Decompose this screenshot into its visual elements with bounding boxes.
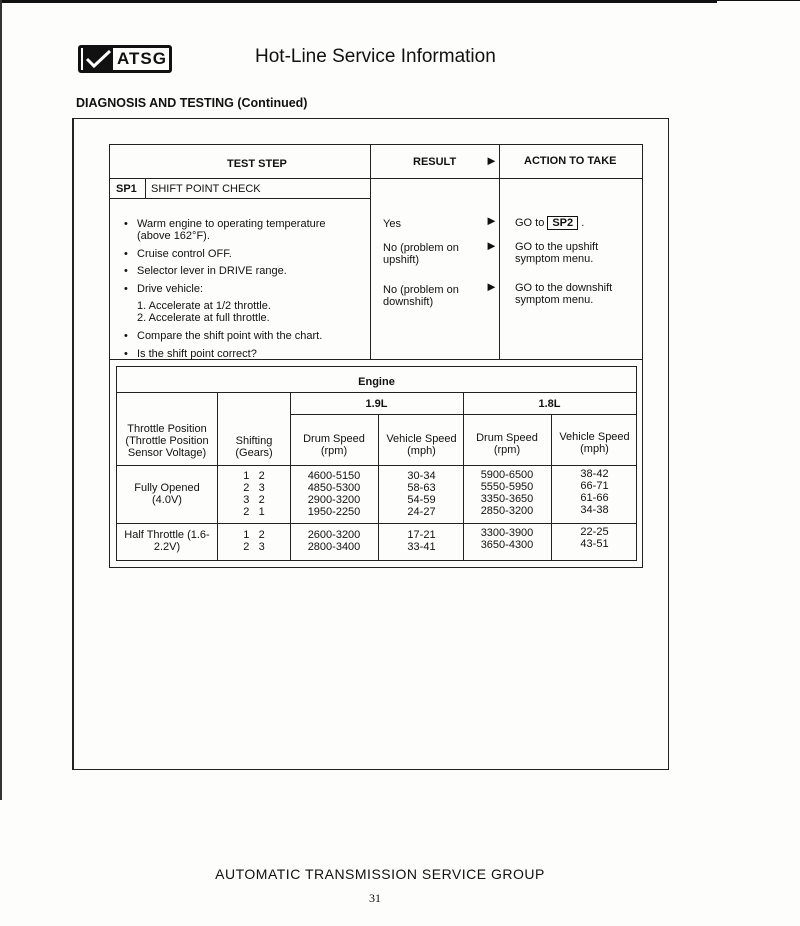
- engine-header: Engine: [358, 376, 395, 388]
- step-id-divider: [145, 178, 146, 198]
- page-title: Hot-Line Service Information: [255, 46, 496, 67]
- top-border-line: [0, 0, 717, 3]
- top-border-line-thin: [717, 0, 800, 1]
- page-number: 31: [369, 891, 381, 905]
- chart-line: [117, 465, 636, 466]
- vehicle-18-cell: 43-51: [580, 538, 609, 550]
- drum-18-cell: 5900-6500: [480, 469, 534, 481]
- vehicle-19-cell: 33-41: [407, 541, 436, 553]
- step-title-divider: [110, 198, 370, 199]
- drum-19-cell: 2600-3200: [307, 529, 361, 541]
- drum-19-cell: 4600-5150: [307, 470, 361, 482]
- section-title: DIAGNOSIS AND TESTING (Continued): [76, 96, 308, 110]
- drum-19-cell: 2800-3400: [307, 541, 361, 553]
- drum-19-cell: 2900-3200: [307, 494, 361, 506]
- action-goto-label: GO to: [515, 217, 545, 229]
- step-item: • Is the shift point correct?: [137, 348, 257, 360]
- header-result: RESULT: [413, 156, 457, 168]
- vehicle-19-cell: 58-63: [407, 482, 436, 494]
- vehicle-18-cell: 22-25: [580, 526, 609, 538]
- drum-19-cell: 4850-5300: [307, 482, 361, 494]
- drum-19-cell: 1950-2250: [307, 506, 361, 518]
- action-goto-sp2: [515, 216, 584, 230]
- vehicle-19-cell: 54-59: [407, 494, 436, 506]
- col-drum-18-header: Drum Speed (rpm): [476, 432, 538, 456]
- step-id: SP1: [116, 183, 137, 195]
- vehicle-19-cell: 30-34: [407, 470, 436, 482]
- drum-18-cell: 3350-3650: [480, 493, 534, 505]
- drum-18-cell: 3300-3900: [480, 527, 534, 539]
- gears-cell: 2 1: [243, 506, 265, 518]
- step-item: • Selector lever in DRIVE range.: [137, 265, 287, 277]
- step-item: • Drive vehicle:: [137, 283, 203, 295]
- footer-org: AUTOMATIC TRANSMISSION SERVICE GROUP: [215, 866, 545, 882]
- throttle-fully-opened: Fully Opened (4.0V): [134, 482, 200, 506]
- gears-cell: 1 2: [243, 529, 265, 541]
- arrow-icon: ►: [485, 279, 498, 294]
- vehicle-19-cell: 17-21: [407, 529, 436, 541]
- chart-line: [117, 523, 636, 524]
- gears-cell: 1 2: [243, 470, 265, 482]
- header-test-step: TEST STEP: [227, 158, 287, 170]
- result-no-upshift: No (problem on upshift): [383, 242, 459, 266]
- trailing-period: .: [578, 217, 585, 229]
- header-divider: [110, 178, 642, 179]
- chart-line: [117, 392, 636, 393]
- step-title: SHIFT POINT CHECK: [151, 183, 261, 195]
- col-shifting-header: Shifting (Gears): [235, 435, 273, 459]
- gears-cell: 2 3: [243, 482, 265, 494]
- col-vehicle-18-header: Vehicle Speed (mph): [559, 431, 630, 455]
- chart-line: [217, 392, 218, 560]
- engine-18l: 1.8L: [538, 398, 561, 410]
- header-action: ACTION TO TAKE: [524, 155, 617, 167]
- vehicle-18-cell: 66-71: [580, 480, 609, 492]
- gears-cell: 2 3: [243, 541, 265, 553]
- sub-step: 1. Accelerate at 1/2 throttle.: [137, 300, 271, 312]
- sp2-box: SP2: [547, 216, 578, 230]
- step-item: • Compare the shift point with the chart.: [137, 330, 322, 342]
- arrow-icon: ►: [485, 213, 498, 228]
- drum-18-cell: 5550-5950: [480, 481, 534, 493]
- left-edge-line: [0, 0, 2, 800]
- result-yes: Yes: [383, 218, 401, 230]
- gears-cell: 3 2: [243, 494, 265, 506]
- step-item: • Warm engine to operating temperature (above 162°F).: [137, 218, 337, 242]
- vehicle-19-cell: 24-27: [407, 506, 436, 518]
- arrow-icon: ►: [485, 238, 498, 253]
- drum-18-cell: 3650-4300: [480, 539, 534, 551]
- result-no-downshift: No (problem on downshift): [383, 284, 459, 308]
- drum-18-cell: 2850-3200: [480, 505, 534, 517]
- action-downshift: GO to the downshift symptom menu.: [515, 282, 613, 306]
- atsg-logo: [78, 45, 172, 73]
- col-vehicle-19-header: Vehicle Speed (mph): [386, 433, 457, 457]
- col-drum-19-header: Drum Speed (rpm): [303, 433, 365, 457]
- step-item: • Cruise control OFF.: [137, 248, 232, 260]
- engine-19l: 1.9L: [365, 398, 388, 410]
- chart-line: [378, 414, 379, 560]
- vehicle-18-cell: 34-38: [580, 504, 609, 516]
- arrow-icon: ►: [485, 153, 498, 168]
- sub-step: 2. Accelerate at full throttle.: [137, 312, 270, 324]
- shift-point-chart: [116, 366, 637, 561]
- logo-text: ATSG: [117, 49, 167, 68]
- action-upshift: GO to the upshift symptom menu.: [515, 241, 599, 265]
- col-throttle-header: Throttle Position (Throttle Position Sensor Voltage): [125, 423, 209, 459]
- vehicle-18-cell: 38-42: [580, 468, 609, 480]
- throttle-half: Half Throttle (1.6-2.2V): [124, 529, 210, 553]
- chart-line: [551, 414, 552, 560]
- checkmark-icon: [83, 48, 113, 70]
- vehicle-18-cell: 61-66: [580, 492, 609, 504]
